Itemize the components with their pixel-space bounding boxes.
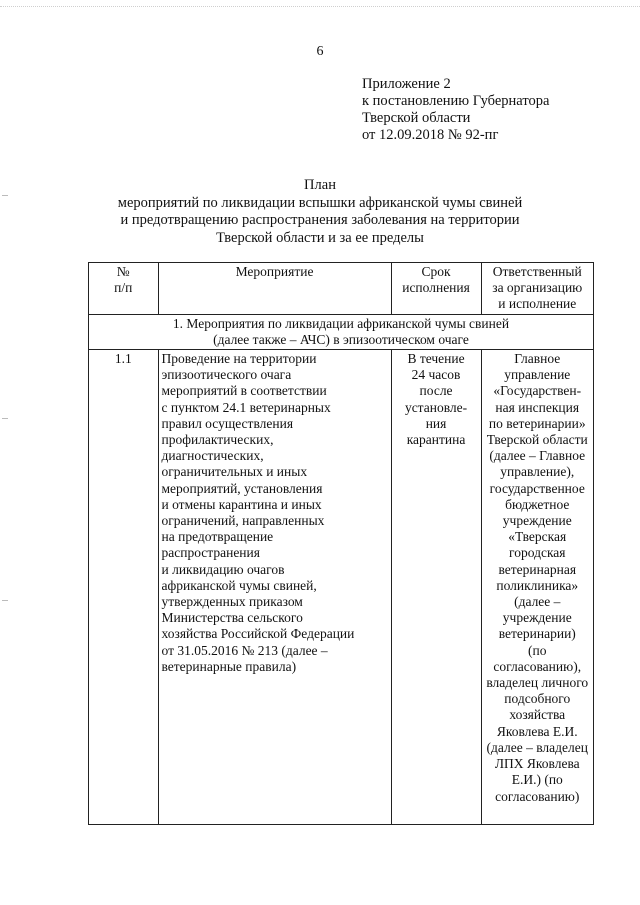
cell-line: утвержденных приказом — [161, 594, 303, 610]
header-num — [89, 263, 159, 315]
table-row — [89, 350, 594, 825]
plan-table — [88, 262, 594, 825]
cell-line: мероприятий в соответствии — [161, 383, 327, 399]
cell-line: распространения — [161, 545, 260, 561]
cell-line: ния — [425, 415, 447, 431]
cell-line: ограничений, направленных — [161, 513, 325, 529]
cell-line: карантина — [406, 432, 466, 448]
cell-line: владелец личного — [486, 675, 589, 691]
header-text: Ответственный — [492, 264, 582, 279]
cell-line: на предотвращение — [161, 529, 274, 545]
header-text: и исполнение — [498, 296, 577, 312]
cell-line: «Тверская — [508, 529, 567, 545]
appendix-line: Приложение 2 — [362, 76, 451, 92]
cell-line: с пунктом 24.1 ветеринарных — [161, 399, 331, 415]
title-line: мероприятий по ликвидации вспышки африканской чумы свиней — [117, 194, 523, 211]
cell-line: хозяйства Российской Федерации — [161, 626, 355, 642]
cell-text: 1.1 — [114, 351, 132, 367]
header-text: Мероприятие — [235, 264, 314, 279]
header-event — [158, 263, 391, 315]
cell-line: (далее – Главное — [489, 448, 586, 464]
cell-line: подсобного — [504, 691, 571, 707]
cell-line: ветеринарная — [498, 561, 577, 577]
header-text: Срок — [421, 264, 451, 279]
cell-line: (далее – владелец — [486, 739, 588, 755]
cell-line: поликлиника» — [496, 577, 579, 593]
title-line: Тверской области и за ее пределы — [216, 229, 424, 246]
cell-line: установле- — [404, 399, 468, 415]
document-title — [0, 177, 640, 247]
cell-line: африканской чумы свиней, — [161, 577, 317, 593]
cell-line: В течение — [407, 351, 465, 367]
appendix-line: Тверской области — [362, 110, 471, 126]
section-title — [89, 314, 594, 349]
section-header-row — [89, 314, 594, 349]
margin-mark — [2, 418, 8, 419]
cell-line: Главное — [514, 351, 561, 367]
cell-line: Яковлева Е.И. — [496, 723, 578, 739]
appendix-line: к постановлению Губернатора — [362, 93, 550, 109]
cell-line: 24 часов — [411, 367, 461, 383]
appendix-block — [362, 76, 549, 144]
row-number — [89, 350, 159, 825]
cell-line: учреждение — [502, 513, 572, 529]
cell-line: хозяйства — [509, 707, 566, 723]
page-number: 6 — [316, 44, 324, 59]
cell-line: бюджетное — [505, 496, 570, 512]
header-responsible — [481, 263, 593, 315]
cell-line: ЛПХ Яковлева — [494, 756, 580, 772]
cell-line: после — [419, 383, 453, 399]
row-responsible — [481, 350, 593, 825]
cell-line: учреждение — [502, 610, 572, 626]
cell-line: согласованию), — [493, 658, 582, 674]
cell-line: от 31.05.2016 № 213 (далее – — [161, 642, 328, 658]
header-text: п/п — [114, 280, 133, 296]
cell-line: управление — [504, 367, 571, 383]
cell-line: ветеринарии) — [498, 626, 576, 642]
table-header-row — [89, 263, 594, 315]
cell-line: согласованию) — [495, 788, 580, 804]
cell-line: «Государствен- — [493, 383, 582, 399]
cell-line: Проведение на территории — [161, 351, 317, 367]
cell-line: диагностических, — [161, 448, 264, 464]
cell-line: профилактических, — [161, 432, 274, 448]
cell-line: правил осуществления — [161, 415, 294, 431]
title-line: План — [304, 177, 336, 193]
row-event — [158, 350, 391, 825]
section-line: 1. Мероприятия по ликвидации африканской чумы свиней — [172, 315, 510, 331]
header-text: исполнения — [402, 280, 470, 296]
header-text: № — [116, 264, 130, 279]
header-term — [391, 263, 481, 315]
section-line: (далее также – АЧС) в эпизоотическом очаге — [213, 331, 469, 347]
cell-line: ная инспекция — [495, 399, 580, 415]
margin-mark — [2, 600, 8, 601]
cell-line: Тверской области — [486, 432, 588, 448]
cell-line: и отмены карантина и иных — [161, 496, 322, 512]
cell-line: управление), — [500, 464, 575, 480]
cell-line: государственное — [489, 480, 585, 496]
cell-line: Министерства сельского — [161, 610, 303, 626]
cell-line: (по — [528, 642, 547, 658]
row-term — [391, 350, 481, 825]
cell-line: мероприятий, установления — [161, 480, 323, 496]
cell-line: по ветеринарии» — [488, 415, 586, 431]
cell-line: и ликвидацию очагов — [161, 561, 285, 577]
title-line: и предотвращению распространения заболевания на территории — [120, 212, 520, 228]
appendix-line: от 12.09.2018 № 92-пг — [362, 127, 499, 143]
header-text: за организацию — [492, 280, 583, 296]
cell-line: городская — [509, 545, 566, 561]
cell-line: Е.И.) (по — [511, 772, 563, 788]
cell-line: ветеринарные правила) — [161, 658, 297, 674]
cell-line: (далее – — [514, 594, 561, 610]
cell-line: эпизоотического очага — [161, 367, 292, 383]
scan-artifact-line — [0, 6, 640, 9]
cell-line: ограничительных и иных — [161, 464, 308, 480]
